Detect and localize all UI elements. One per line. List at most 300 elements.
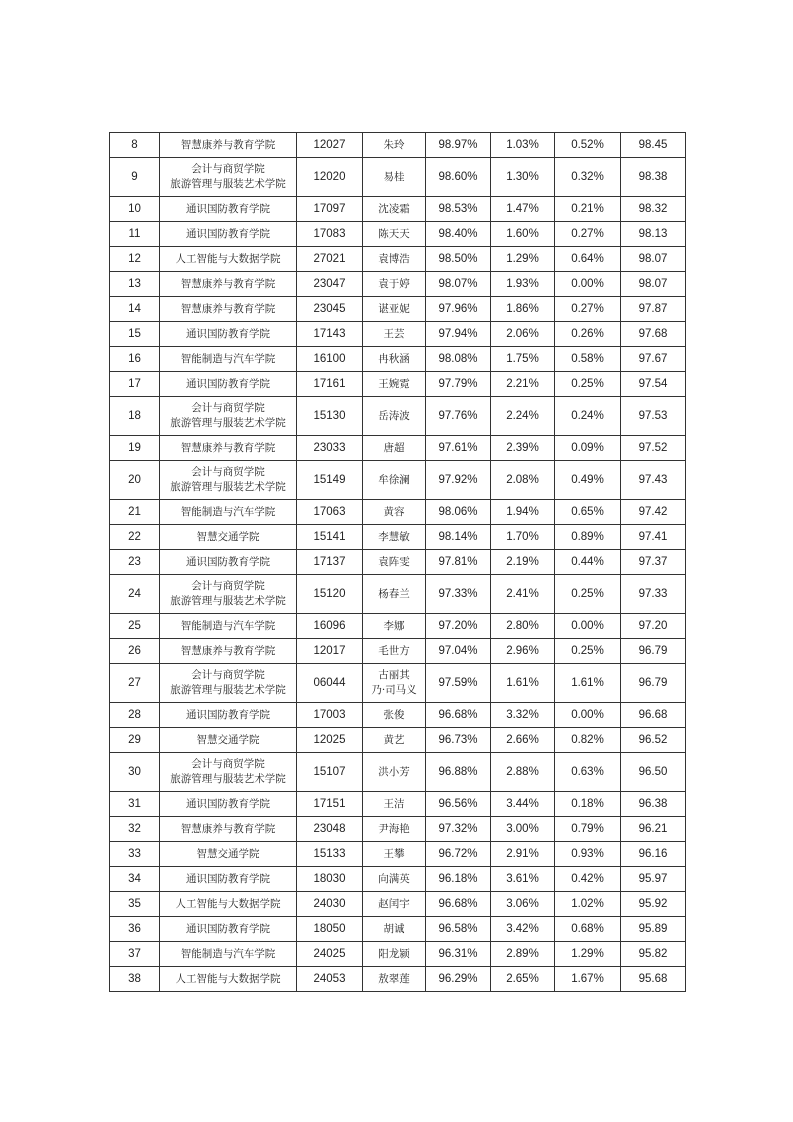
rate2-cell: 2.89% xyxy=(491,942,555,967)
college-cell xyxy=(160,500,297,525)
rate1-cell: 98.50% xyxy=(426,247,491,272)
rate2-cell: 2.41% xyxy=(491,575,555,614)
table-row xyxy=(110,639,686,664)
rate2-cell: 1.93% xyxy=(491,272,555,297)
id-cell: 17003 xyxy=(297,703,363,728)
id-cell: 16100 xyxy=(297,347,363,372)
table-row xyxy=(110,525,686,550)
ranking-table xyxy=(109,132,686,992)
name-cell-line: 黄容 xyxy=(383,505,405,518)
rate3-cell: 0.65% xyxy=(555,500,621,525)
college-cell-line: 会计与商贸学院 xyxy=(191,580,265,592)
rate1-cell: 97.61% xyxy=(426,436,491,461)
rate3-cell: 0.25% xyxy=(555,639,621,664)
rate1-cell: 96.68% xyxy=(426,703,491,728)
table-row xyxy=(110,397,686,436)
name-cell-line: 洪小芳 xyxy=(378,765,410,778)
score-cell: 95.92 xyxy=(621,892,686,917)
college-cell-line: 智慧康养与教育学院 xyxy=(180,644,276,657)
id-cell: 23045 xyxy=(297,297,363,322)
college-cell xyxy=(160,247,297,272)
rank-cell: 10 xyxy=(110,197,160,222)
rank-cell: 26 xyxy=(110,639,160,664)
name-cell-line: 赵闰宇 xyxy=(378,897,410,910)
rate2-cell: 1.29% xyxy=(491,247,555,272)
name-cell xyxy=(363,728,426,753)
rate3-cell: 1.67% xyxy=(555,967,621,992)
table-row xyxy=(110,436,686,461)
college-cell xyxy=(160,322,297,347)
college-cell xyxy=(160,133,297,158)
rate3-cell: 0.00% xyxy=(555,272,621,297)
college-cell xyxy=(160,892,297,917)
score-cell: 98.07 xyxy=(621,272,686,297)
rank-cell: 36 xyxy=(110,917,160,942)
college-cell-line: 智能制造与汽车学院 xyxy=(180,352,276,365)
rate2-cell: 1.30% xyxy=(491,158,555,197)
name-cell-line: 王婉霓 xyxy=(378,377,410,390)
name-cell-line: 李慧敏 xyxy=(378,530,410,543)
table-row xyxy=(110,272,686,297)
college-cell-line: 通识国防教育学院 xyxy=(186,555,270,568)
score-cell: 97.37 xyxy=(621,550,686,575)
college-cell-line: 通识国防教育学院 xyxy=(186,227,270,240)
name-cell xyxy=(363,197,426,222)
college-cell-line: 人工智能与大数据学院 xyxy=(175,252,281,265)
rate2-cell: 3.44% xyxy=(491,792,555,817)
college-cell-line: 通识国防教育学院 xyxy=(186,377,270,390)
id-cell: 23048 xyxy=(297,817,363,842)
college-cell-line: 旅游管理与服装艺术学院 xyxy=(170,773,286,785)
college-cell-line: 通识国防教育学院 xyxy=(186,202,270,215)
score-cell: 96.79 xyxy=(621,664,686,703)
name-cell xyxy=(363,436,426,461)
college-cell xyxy=(160,550,297,575)
id-cell: 16096 xyxy=(297,614,363,639)
name-cell xyxy=(363,703,426,728)
id-cell: 23033 xyxy=(297,436,363,461)
rate1-cell: 97.79% xyxy=(426,372,491,397)
score-cell: 97.54 xyxy=(621,372,686,397)
rate3-cell: 0.00% xyxy=(555,703,621,728)
college-cell xyxy=(160,639,297,664)
table-row xyxy=(110,347,686,372)
name-cell-line: 乃·司马义 xyxy=(371,684,417,696)
rate2-cell: 1.75% xyxy=(491,347,555,372)
name-cell-line: 朱玲 xyxy=(383,138,405,151)
rate2-cell: 2.08% xyxy=(491,461,555,500)
name-cell-line: 李娜 xyxy=(383,619,405,632)
id-cell: 17063 xyxy=(297,500,363,525)
table-row xyxy=(110,322,686,347)
name-cell-line: 袁阵雯 xyxy=(378,555,410,568)
name-cell-line: 牟徐澜 xyxy=(378,473,410,486)
rate2-cell: 2.19% xyxy=(491,550,555,575)
rate2-cell: 1.47% xyxy=(491,197,555,222)
table-row xyxy=(110,197,686,222)
id-cell: 15130 xyxy=(297,397,363,436)
rate2-cell: 1.60% xyxy=(491,222,555,247)
college-cell xyxy=(160,917,297,942)
table-row xyxy=(110,575,686,614)
name-cell-line: 易桂 xyxy=(383,170,405,183)
table-row xyxy=(110,792,686,817)
table-row xyxy=(110,753,686,792)
college-cell xyxy=(160,842,297,867)
rate2-cell: 2.80% xyxy=(491,614,555,639)
rank-cell: 29 xyxy=(110,728,160,753)
table-row xyxy=(110,664,686,703)
name-cell-line: 袁博浩 xyxy=(378,252,410,265)
name-cell xyxy=(363,158,426,197)
rate3-cell: 0.25% xyxy=(555,575,621,614)
rate1-cell: 98.97% xyxy=(426,133,491,158)
rate2-cell: 2.66% xyxy=(491,728,555,753)
name-cell xyxy=(363,867,426,892)
rate3-cell: 0.64% xyxy=(555,247,621,272)
name-cell xyxy=(363,347,426,372)
rate3-cell: 0.00% xyxy=(555,614,621,639)
college-cell xyxy=(160,867,297,892)
rank-cell: 14 xyxy=(110,297,160,322)
college-cell xyxy=(160,197,297,222)
rate1-cell: 98.06% xyxy=(426,500,491,525)
rank-cell: 19 xyxy=(110,436,160,461)
name-cell xyxy=(363,322,426,347)
score-cell: 97.42 xyxy=(621,500,686,525)
name-cell-line: 向满英 xyxy=(378,872,410,885)
rate3-cell: 0.32% xyxy=(555,158,621,197)
rate1-cell: 97.32% xyxy=(426,817,491,842)
table-row xyxy=(110,842,686,867)
rank-cell: 34 xyxy=(110,867,160,892)
score-cell: 96.79 xyxy=(621,639,686,664)
rate1-cell: 97.33% xyxy=(426,575,491,614)
rate2-cell: 1.03% xyxy=(491,133,555,158)
table-row xyxy=(110,728,686,753)
name-cell-line: 袁于婷 xyxy=(378,277,410,290)
rank-cell: 11 xyxy=(110,222,160,247)
rate2-cell: 2.39% xyxy=(491,436,555,461)
rate1-cell: 97.59% xyxy=(426,664,491,703)
id-cell: 12025 xyxy=(297,728,363,753)
name-cell-line: 唐超 xyxy=(383,441,405,454)
college-cell-line: 智慧交通学院 xyxy=(196,530,260,543)
rate3-cell: 0.89% xyxy=(555,525,621,550)
rate2-cell: 1.61% xyxy=(491,664,555,703)
name-cell-line: 毛世方 xyxy=(378,644,410,657)
table-row xyxy=(110,133,686,158)
id-cell: 18030 xyxy=(297,867,363,892)
name-cell xyxy=(363,842,426,867)
name-cell xyxy=(363,133,426,158)
rank-cell: 8 xyxy=(110,133,160,158)
rate3-cell: 0.68% xyxy=(555,917,621,942)
rate2-cell: 2.96% xyxy=(491,639,555,664)
score-cell: 97.68 xyxy=(621,322,686,347)
college-cell-line: 通识国防教育学院 xyxy=(186,797,270,810)
college-cell-line: 会计与商贸学院 xyxy=(191,669,265,681)
rate2-cell: 1.86% xyxy=(491,297,555,322)
score-cell: 96.21 xyxy=(621,817,686,842)
name-cell-line: 古丽其 xyxy=(378,669,410,681)
score-cell: 97.67 xyxy=(621,347,686,372)
name-cell xyxy=(363,917,426,942)
score-cell: 97.52 xyxy=(621,436,686,461)
table-body xyxy=(110,133,686,992)
rate2-cell: 3.00% xyxy=(491,817,555,842)
rate3-cell: 0.52% xyxy=(555,133,621,158)
rate2-cell: 2.21% xyxy=(491,372,555,397)
college-cell-line: 智能制造与汽车学院 xyxy=(180,505,276,518)
rate1-cell: 97.96% xyxy=(426,297,491,322)
rank-cell: 18 xyxy=(110,397,160,436)
score-cell: 96.50 xyxy=(621,753,686,792)
rank-cell: 15 xyxy=(110,322,160,347)
rate1-cell: 96.29% xyxy=(426,967,491,992)
college-cell-line: 通识国防教育学院 xyxy=(186,872,270,885)
name-cell xyxy=(363,575,426,614)
college-cell xyxy=(160,817,297,842)
college-cell xyxy=(160,728,297,753)
college-cell-line: 人工智能与大数据学院 xyxy=(175,972,281,985)
name-cell-line: 王攀 xyxy=(383,847,405,860)
score-cell: 96.16 xyxy=(621,842,686,867)
name-cell xyxy=(363,792,426,817)
name-cell xyxy=(363,297,426,322)
id-cell: 15120 xyxy=(297,575,363,614)
college-cell-line: 智能制造与汽车学院 xyxy=(180,947,276,960)
name-cell-line: 谌亚妮 xyxy=(378,302,410,315)
college-cell xyxy=(160,372,297,397)
college-cell-line: 智能制造与汽车学院 xyxy=(180,619,276,632)
id-cell: 12017 xyxy=(297,639,363,664)
id-cell: 24030 xyxy=(297,892,363,917)
rate1-cell: 96.68% xyxy=(426,892,491,917)
score-cell: 95.89 xyxy=(621,917,686,942)
rank-cell: 28 xyxy=(110,703,160,728)
name-cell xyxy=(363,753,426,792)
rate3-cell: 0.82% xyxy=(555,728,621,753)
college-cell-line: 会计与商贸学院 xyxy=(191,466,265,478)
score-cell: 98.45 xyxy=(621,133,686,158)
id-cell: 17143 xyxy=(297,322,363,347)
id-cell: 18050 xyxy=(297,917,363,942)
score-cell: 98.38 xyxy=(621,158,686,197)
name-cell-line: 阳龙颍 xyxy=(378,947,410,960)
rate2-cell: 3.42% xyxy=(491,917,555,942)
rate1-cell: 97.76% xyxy=(426,397,491,436)
score-cell: 97.20 xyxy=(621,614,686,639)
rate1-cell: 98.40% xyxy=(426,222,491,247)
rank-cell: 24 xyxy=(110,575,160,614)
rate1-cell: 97.81% xyxy=(426,550,491,575)
college-cell-line: 智慧交通学院 xyxy=(196,733,260,746)
id-cell: 15149 xyxy=(297,461,363,500)
id-cell: 17151 xyxy=(297,792,363,817)
rate3-cell: 0.79% xyxy=(555,817,621,842)
college-cell-line: 旅游管理与服装艺术学院 xyxy=(170,595,286,607)
rank-cell: 25 xyxy=(110,614,160,639)
table-row xyxy=(110,461,686,500)
rate1-cell: 96.18% xyxy=(426,867,491,892)
name-cell-line: 王洁 xyxy=(383,797,405,810)
college-cell xyxy=(160,436,297,461)
rank-cell: 32 xyxy=(110,817,160,842)
score-cell: 97.43 xyxy=(621,461,686,500)
rate1-cell: 98.08% xyxy=(426,347,491,372)
table-row xyxy=(110,892,686,917)
name-cell-line: 敖翠莲 xyxy=(378,972,410,985)
score-cell: 97.33 xyxy=(621,575,686,614)
score-cell: 98.32 xyxy=(621,197,686,222)
rate3-cell: 0.42% xyxy=(555,867,621,892)
name-cell xyxy=(363,817,426,842)
id-cell: 12027 xyxy=(297,133,363,158)
rank-cell: 16 xyxy=(110,347,160,372)
table-row xyxy=(110,500,686,525)
rank-cell: 31 xyxy=(110,792,160,817)
rate1-cell: 98.07% xyxy=(426,272,491,297)
rate1-cell: 97.92% xyxy=(426,461,491,500)
name-cell-line: 张俊 xyxy=(383,708,405,721)
table-row xyxy=(110,297,686,322)
college-cell-line: 智慧康养与教育学院 xyxy=(180,302,276,315)
rate1-cell: 96.73% xyxy=(426,728,491,753)
rate2-cell: 2.06% xyxy=(491,322,555,347)
rank-cell: 20 xyxy=(110,461,160,500)
rank-cell: 30 xyxy=(110,753,160,792)
id-cell: 15133 xyxy=(297,842,363,867)
name-cell xyxy=(363,397,426,436)
college-cell-line: 智慧康养与教育学院 xyxy=(180,277,276,290)
rate2-cell: 1.94% xyxy=(491,500,555,525)
college-cell xyxy=(160,967,297,992)
id-cell: 06044 xyxy=(297,664,363,703)
score-cell: 96.68 xyxy=(621,703,686,728)
college-cell xyxy=(160,272,297,297)
rank-cell: 13 xyxy=(110,272,160,297)
rate3-cell: 0.09% xyxy=(555,436,621,461)
college-cell-line: 会计与商贸学院 xyxy=(191,163,265,175)
rank-cell: 12 xyxy=(110,247,160,272)
rank-cell: 22 xyxy=(110,525,160,550)
id-cell: 17137 xyxy=(297,550,363,575)
id-cell: 24025 xyxy=(297,942,363,967)
score-cell: 95.68 xyxy=(621,967,686,992)
college-cell-line: 人工智能与大数据学院 xyxy=(175,897,281,910)
name-cell xyxy=(363,550,426,575)
college-cell xyxy=(160,222,297,247)
name-cell xyxy=(363,614,426,639)
college-cell xyxy=(160,942,297,967)
table-row xyxy=(110,867,686,892)
rank-cell: 9 xyxy=(110,158,160,197)
rank-cell: 38 xyxy=(110,967,160,992)
college-cell-line: 旅游管理与服装艺术学院 xyxy=(170,417,286,429)
college-cell-line: 会计与商贸学院 xyxy=(191,402,265,414)
college-cell-line: 旅游管理与服装艺术学院 xyxy=(170,178,286,190)
college-cell xyxy=(160,703,297,728)
score-cell: 96.38 xyxy=(621,792,686,817)
college-cell xyxy=(160,158,297,197)
college-cell xyxy=(160,664,297,703)
table-row xyxy=(110,247,686,272)
name-cell-line: 尹海艳 xyxy=(378,822,410,835)
name-cell xyxy=(363,967,426,992)
rank-cell: 35 xyxy=(110,892,160,917)
college-cell xyxy=(160,525,297,550)
rate3-cell: 0.93% xyxy=(555,842,621,867)
table-row xyxy=(110,222,686,247)
rate2-cell: 2.65% xyxy=(491,967,555,992)
id-cell: 15107 xyxy=(297,753,363,792)
name-cell-line: 黄艺 xyxy=(383,733,405,746)
college-cell xyxy=(160,792,297,817)
rank-cell: 23 xyxy=(110,550,160,575)
rate3-cell: 0.27% xyxy=(555,222,621,247)
name-cell xyxy=(363,892,426,917)
id-cell: 12020 xyxy=(297,158,363,197)
id-cell: 24053 xyxy=(297,967,363,992)
college-cell-line: 旅游管理与服装艺术学院 xyxy=(170,481,286,493)
rate1-cell: 98.14% xyxy=(426,525,491,550)
rate2-cell: 2.91% xyxy=(491,842,555,867)
name-cell-line: 岳涛波 xyxy=(378,409,410,422)
college-cell-line: 智慧交通学院 xyxy=(196,847,260,860)
rate2-cell: 3.06% xyxy=(491,892,555,917)
rate1-cell: 96.58% xyxy=(426,917,491,942)
rate1-cell: 97.94% xyxy=(426,322,491,347)
score-cell: 95.97 xyxy=(621,867,686,892)
id-cell: 17083 xyxy=(297,222,363,247)
rank-cell: 27 xyxy=(110,664,160,703)
name-cell xyxy=(363,639,426,664)
rate3-cell: 0.24% xyxy=(555,397,621,436)
rate1-cell: 96.88% xyxy=(426,753,491,792)
rate1-cell: 96.72% xyxy=(426,842,491,867)
rate3-cell: 0.49% xyxy=(555,461,621,500)
score-cell: 97.87 xyxy=(621,297,686,322)
college-cell xyxy=(160,347,297,372)
rate1-cell: 97.04% xyxy=(426,639,491,664)
name-cell xyxy=(363,664,426,703)
rate3-cell: 0.21% xyxy=(555,197,621,222)
college-cell-line: 通识国防教育学院 xyxy=(186,327,270,340)
rate2-cell: 3.32% xyxy=(491,703,555,728)
id-cell: 27021 xyxy=(297,247,363,272)
score-cell: 97.53 xyxy=(621,397,686,436)
id-cell: 15141 xyxy=(297,525,363,550)
rate3-cell: 0.27% xyxy=(555,297,621,322)
name-cell xyxy=(363,222,426,247)
table-row xyxy=(110,942,686,967)
college-cell-line: 旅游管理与服装艺术学院 xyxy=(170,684,286,696)
rate1-cell: 98.53% xyxy=(426,197,491,222)
name-cell xyxy=(363,372,426,397)
rate3-cell: 0.26% xyxy=(555,322,621,347)
name-cell xyxy=(363,942,426,967)
college-cell xyxy=(160,575,297,614)
rate2-cell: 2.24% xyxy=(491,397,555,436)
name-cell-line: 胡诚 xyxy=(383,922,405,935)
college-cell-line: 会计与商贸学院 xyxy=(191,758,265,770)
rank-cell: 17 xyxy=(110,372,160,397)
name-cell xyxy=(363,525,426,550)
rate2-cell: 2.88% xyxy=(491,753,555,792)
rank-cell: 37 xyxy=(110,942,160,967)
rate3-cell: 1.29% xyxy=(555,942,621,967)
